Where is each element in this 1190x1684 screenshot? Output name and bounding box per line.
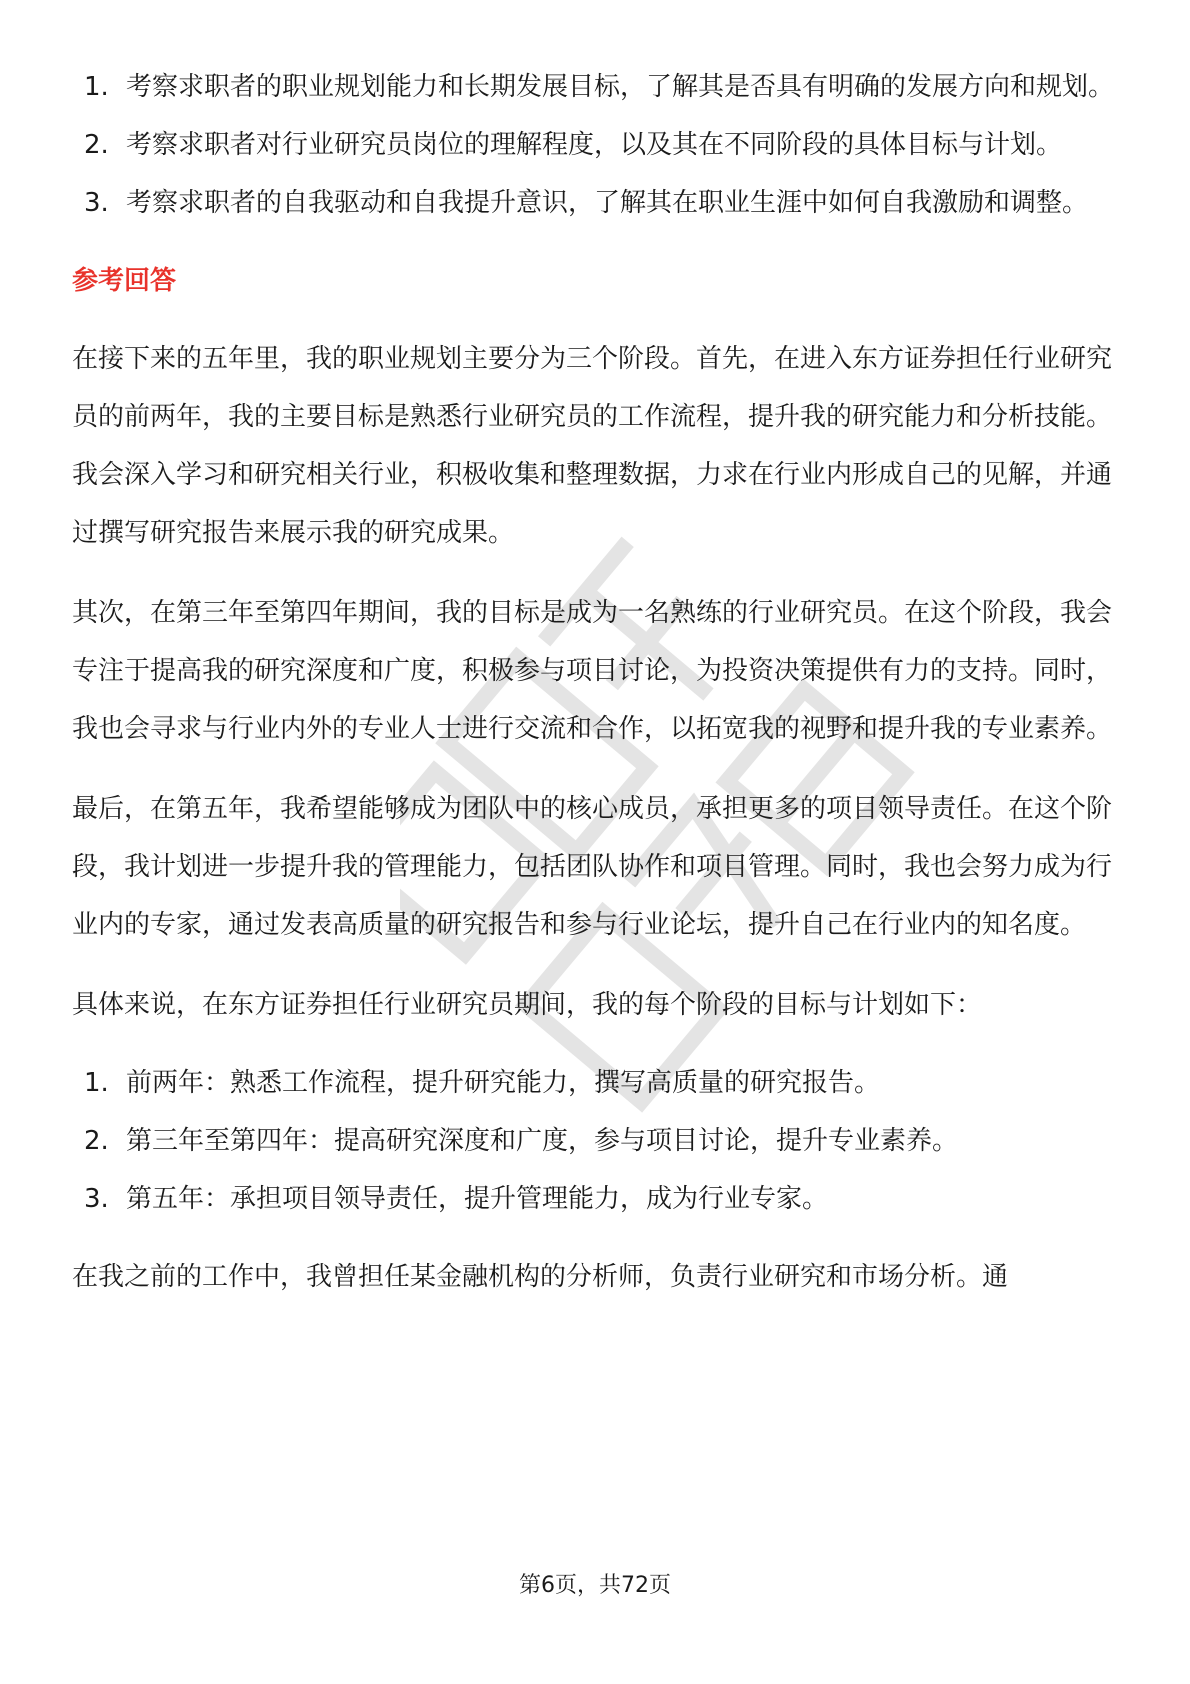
paragraph: 其次，在第三年至第四年期间，我的目标是成为一名熟练的行业研究员。在这个阶段，我会专注于提高我的研究深度和广度，积极参与项目讨论，为投资决策提供有力的支持。同时，我也会寻求与行业内外的专业人士进行交流和合作，以拓宽我的视野和提升我的专业素养。 (72, 598, 1113, 744)
list-item (72, 1054, 1118, 1112)
document-body (72, 58, 1118, 1306)
list-number: 3. (84, 1184, 109, 1214)
paragraph: 在我之前的工作中，我曾担任某金融机构的分析师，负责行业研究和市场分析。通 (72, 1262, 1009, 1292)
list-number: 1. (84, 1068, 109, 1098)
paragraph: 具体来说，在东方证券担任行业研究员期间，我的每个阶段的目标与计划如下： (72, 990, 983, 1020)
list-item (72, 58, 1118, 116)
paragraph: 最后，在第五年，我希望能够成为团队中的核心成员，承担更多的项目领导责任。在这个阶段，我计划进一步提升我的管理能力，包括团队协作和项目管理。同时，我也会努力成为行业内的专家，通过发表高质量的研究报告和参与行业论坛，提升自己在行业内的知名度。 (72, 794, 1113, 940)
page-footer: 第6页，共72页 (519, 1573, 671, 1598)
stage-plan-list (72, 1054, 1118, 1228)
list-item (72, 174, 1118, 232)
list-item (72, 1112, 1118, 1170)
list-item (72, 116, 1118, 174)
list-number: 1. (84, 72, 109, 102)
list-number: 2. (84, 1126, 109, 1156)
list-text: 第三年至第四年：提高研究深度和广度，参与项目讨论，提升专业素养。 (126, 1126, 959, 1156)
list-text: 考察求职者对行业研究员岗位的理解程度，以及其在不同阶段的具体目标与计划。 (126, 130, 1063, 160)
list-text: 第五年：承担项目领导责任，提升管理能力，成为行业专家。 (126, 1184, 829, 1214)
evaluation-points-list (72, 58, 1118, 232)
paragraph: 在接下来的五年里，我的职业规划主要分为三个阶段。首先，在进入东方证券担任行业研究员的前两年，我的主要目标是熟悉行业研究员的工作流程，提升我的研究能力和分析技能。我会深入学习和研究相关行业，积极收集和整理数据，力求在行业内形成自己的见解，并通过撰写研究报告来展示我的研究成果。 (72, 344, 1113, 548)
list-number: 2. (84, 130, 109, 160)
list-text: 考察求职者的职业规划能力和长期发展目标，了解其是否具有明确的发展方向和规划。 (126, 72, 1115, 102)
section-heading: 参考回答 (72, 266, 177, 296)
list-text: 前两年：熟悉工作流程，提升研究能力，撰写高质量的研究报告。 (126, 1068, 881, 1098)
list-number: 3. (84, 188, 109, 218)
list-item (72, 1170, 1118, 1228)
list-text: 考察求职者的自我驱动和自我提升意识，了解其在职业生涯中如何自我激励和调整。 (126, 188, 1089, 218)
